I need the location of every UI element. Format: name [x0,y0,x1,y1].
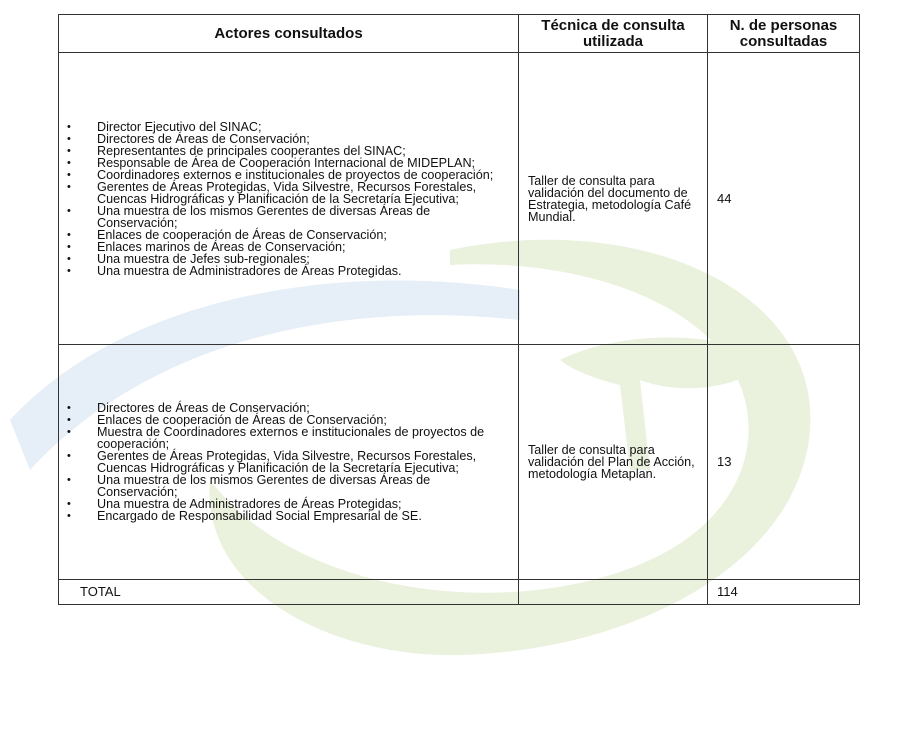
list-item: • Enlaces marinos de Áreas de Conservación; [67,241,508,253]
list-item: • Una muestra de los mismos Gerentes de diversas Áreas de Conservación; [67,474,508,498]
list-item: • Una muestra de Jefes sub-regionales; [67,253,508,265]
count-cell: 44 [708,53,860,345]
header-personas: N. de personas consultadas [708,15,860,53]
list-item: • Representantes de principales cooperantes del SINAC; [67,145,508,157]
table-row [59,345,860,580]
total-label: TOTAL [59,580,519,605]
list-item: • Gerentes de Áreas Protegidas, Vida Silvestre, Recursos Forestales, Cuencas Hidrográficas y Planificación de la Secretaría Ejecutiva; [67,450,508,474]
list-item: • Gerentes de Áreas Protegidas, Vida Silvestre, Recursos Forestales, Cuencas Hidrográficas y Planificación de la Secretaría Ejecutiva; [67,181,508,205]
list-item: • Una muestra de los mismos Gerentes de diversas Áreas de Conservación; [67,205,508,229]
header-tecnica: Técnica de consulta utilizada [519,15,708,53]
list-item: • Directores de Áreas de Conservación; [67,402,508,414]
list-item: • Encargado de Responsabilidad Social Empresarial de SE. [67,510,508,522]
total-row [59,580,860,605]
consultation-table [58,14,860,605]
count-cell: 13 [708,345,860,580]
total-technique-cell [519,580,708,605]
list-item: • Enlaces de cooperación de Áreas de Conservación; [67,229,508,241]
list-item: • Muestra de Coordinadores externos e institucionales de proyectos de cooperación; [67,426,508,450]
table-row [59,53,860,345]
list-item: • Directores de Áreas de Conservación; [67,133,508,145]
actors-cell [59,53,519,345]
actors-list [59,121,518,277]
list-item: • Responsable de Área de Cooperación Internacional de MIDEPLAN; [67,157,508,169]
total-count: 114 [708,580,860,605]
actors-cell [59,345,519,580]
actors-list [59,402,518,522]
list-item: • Coordinadores externos e institucionales de proyectos de cooperación; [67,169,508,181]
technique-cell: Taller de consulta para validación del Plan de Acción, metodología Metaplan. [519,345,708,580]
list-item: • Una muestra de Administradores de Áreas Protegidas. [67,265,508,277]
header-row [59,15,860,53]
header-actores: Actores consultados [59,15,519,53]
list-item: • Enlaces de cooperación de Áreas de Conservación; [67,414,508,426]
technique-cell: Taller de consulta para validación del documento de Estrategia, metodología Café Mundial. [519,53,708,345]
list-item: • Director Ejecutivo del SINAC; [67,121,508,133]
list-item: • Una muestra de Administradores de Áreas Protegidas; [67,498,508,510]
